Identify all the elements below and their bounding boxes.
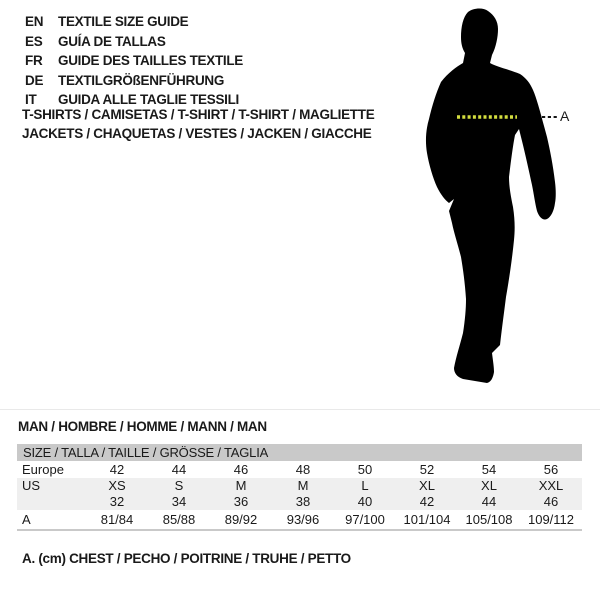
size-cell: 50	[357, 462, 373, 477]
size-cell: 85/88	[162, 512, 196, 527]
guide-title: TEXTILGRÖßENFÜHRUNG	[58, 72, 225, 88]
table-row-us-letter	[17, 478, 582, 494]
size-cell: 46	[233, 462, 249, 477]
measure-label-a: A	[560, 108, 570, 124]
table-row-europe	[17, 461, 582, 478]
size-cell: 54	[481, 462, 497, 477]
size-cell: 101/104	[403, 512, 451, 527]
size-cell: S	[174, 478, 184, 493]
size-table-header: SIZE / TALLA / TAILLE / GRÖSSE / TAGLIA	[17, 444, 582, 461]
size-cell: 109/112	[527, 512, 575, 527]
size-cell: 36	[233, 494, 249, 509]
size-cell: 40	[357, 494, 373, 509]
language-row	[25, 71, 243, 91]
size-cell: 93/96	[286, 512, 320, 527]
man-silhouette-figure	[423, 5, 563, 395]
size-cell: 56	[543, 462, 559, 477]
guide-title: TEXTILE SIZE GUIDE	[58, 14, 189, 29]
row-label	[17, 494, 86, 510]
size-cell: 32	[109, 494, 125, 509]
table-row-us-numeric	[17, 494, 582, 510]
size-cell: 81/84	[100, 512, 134, 527]
size-cell: 38	[295, 494, 311, 509]
guide-title: GUIDE DES TAILLES TEXTILE	[58, 53, 244, 68]
language-row	[25, 32, 243, 52]
section-title-man: MAN / HOMBRE / HOMME / MANN / MAN	[18, 419, 267, 434]
size-cell: 89/92	[224, 512, 258, 527]
language-row	[25, 51, 243, 71]
size-cell: XXL	[538, 478, 564, 493]
category-tshirts: T-SHIRTS / CAMISETAS / T-SHIRT / T-SHIRT / MAGLIETTE	[22, 107, 375, 122]
size-cell: L	[361, 478, 369, 493]
language-code: IT	[25, 92, 37, 107]
chest-measure-line	[455, 112, 567, 122]
size-cell: 34	[171, 494, 187, 509]
guide-title: GUÍA DE TALLAS	[58, 33, 166, 49]
language-title-list	[25, 12, 243, 110]
section-divider	[0, 409, 600, 410]
language-code: EN	[25, 14, 44, 29]
table-row-chest-a	[17, 510, 582, 531]
size-cell: M	[235, 478, 247, 493]
row-label: US	[22, 478, 41, 493]
language-code: ES	[25, 33, 43, 49]
size-cell: 44	[481, 494, 497, 509]
size-cell: 48	[295, 462, 311, 477]
row-label: A	[22, 512, 31, 527]
footnote-chest: A. (cm) CHEST / PECHO / POITRINE / TRUHE / PETTO	[22, 551, 351, 566]
size-cell: 42	[419, 494, 435, 509]
row-label: Europe	[22, 462, 64, 477]
size-table	[17, 444, 582, 531]
guide-title: GUIDA ALLE TAGLIE TESSILI	[58, 92, 239, 107]
garment-categories	[22, 105, 374, 143]
size-cell: 42	[109, 462, 125, 477]
language-code: FR	[25, 53, 43, 68]
size-cell: XL	[419, 478, 435, 493]
size-cell: 105/108	[465, 512, 513, 527]
size-cell: XS	[108, 478, 126, 493]
size-cell: 97/100	[345, 512, 385, 527]
language-row	[25, 12, 243, 32]
size-cell: 52	[419, 462, 435, 477]
size-cell: M	[297, 478, 309, 493]
size-cell: 46	[543, 494, 559, 509]
language-code: DE	[25, 72, 44, 88]
size-cell: 44	[171, 462, 187, 477]
category-jackets: JACKETS / CHAQUETAS / VESTES / JACKEN / GIACCHE	[22, 126, 372, 141]
size-cell: XL	[481, 478, 497, 493]
